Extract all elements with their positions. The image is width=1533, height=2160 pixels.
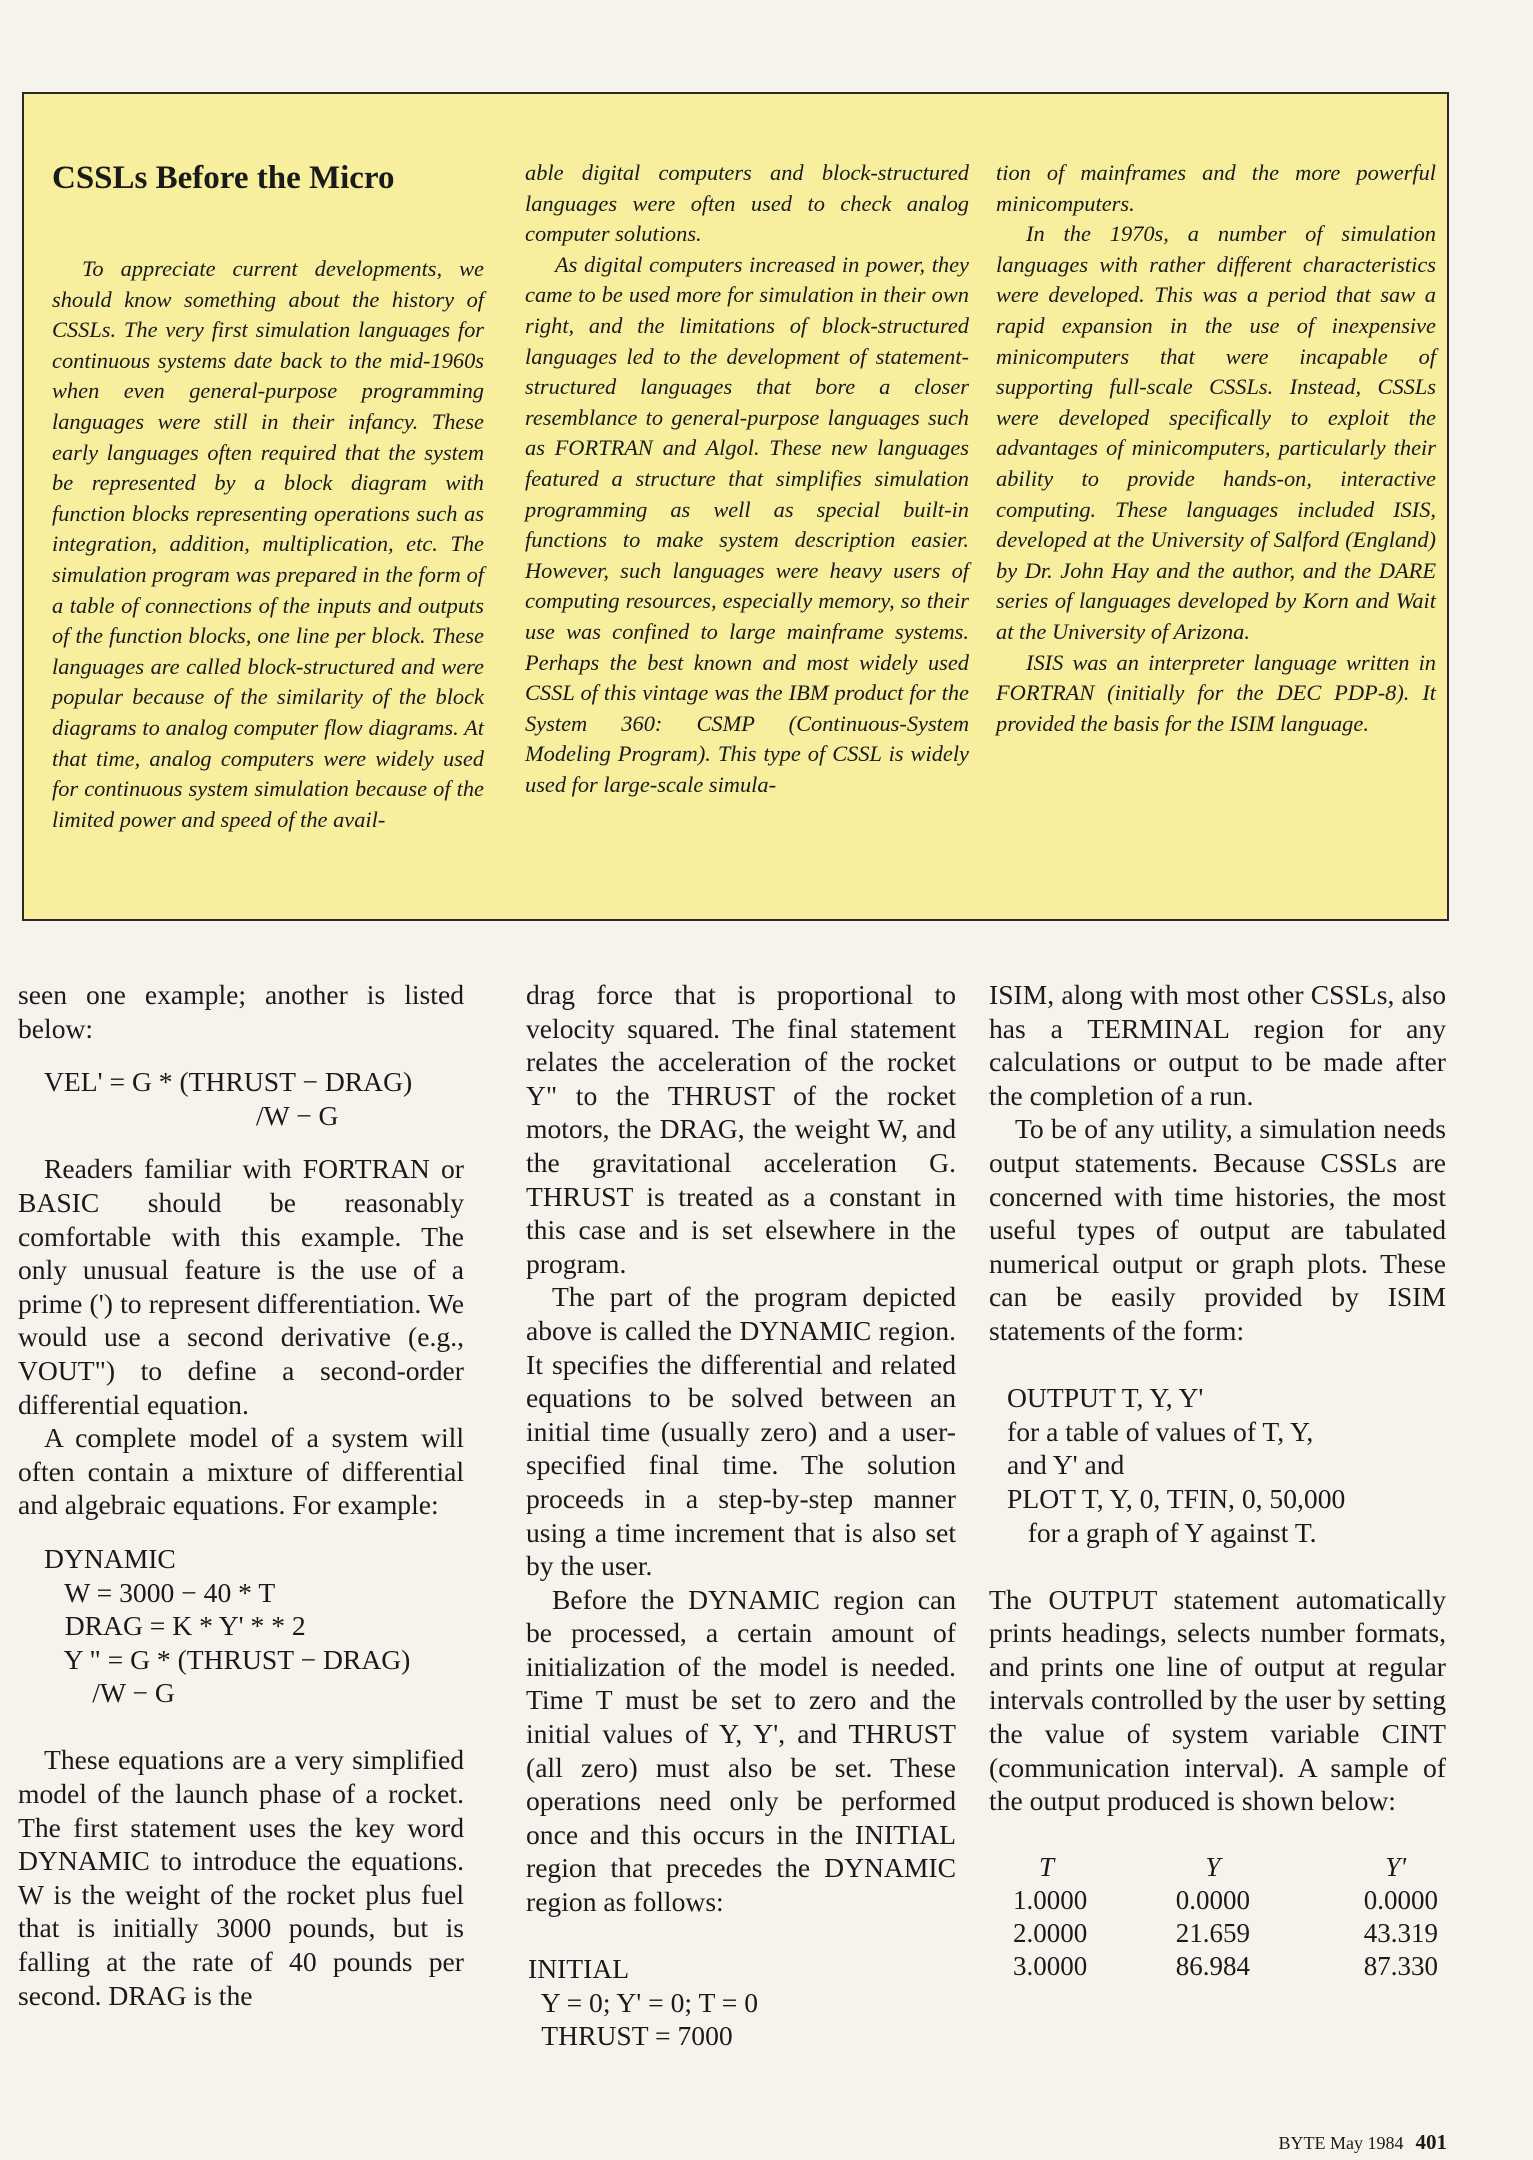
- code-line: for a table of values of T, Y,: [1007, 1415, 1314, 1447]
- article-column-2: [526, 978, 956, 2053]
- table-cell: 0.0000: [1363, 1885, 1438, 1916]
- sidebar-box: [22, 92, 1449, 921]
- table-cell: 86.984: [1175, 1951, 1251, 1982]
- article-column-1: [18, 978, 464, 2012]
- table-header: Y: [1205, 1852, 1221, 1883]
- sidebar-column-3: [996, 158, 1436, 739]
- table-row: [989, 1884, 1446, 1917]
- code-line: and Y' and: [1007, 1449, 1125, 1481]
- body-paragraph: seen one example; another is listed below:: [18, 979, 464, 1044]
- sidebar-paragraph: able digital computers and block-structured languages were often used to check analog computer solutions.: [525, 160, 969, 247]
- table-cell: 0.0000: [1175, 1885, 1251, 1916]
- code-block-output: [989, 1381, 1446, 1549]
- article-column-3: [989, 978, 1446, 1983]
- body-paragraph: ISIM, along with most other CSSLs, also has a TERMINAL region for any calculations or output to be made after the completion of a run.: [989, 979, 1446, 1111]
- body-paragraph: drag force that is proportional to velocity squared. The final statement relates the acceleration of the rocket Y" to the THRUST of the rocket motors, the DRAG, the weight W, and the gravitational acceleration G. THRUST is treated as a constant in this case and is set elsewhere in the program.: [526, 979, 956, 1279]
- table-header-row: [989, 1851, 1446, 1884]
- sidebar-column-2: [525, 158, 969, 800]
- code-block-dynamic: [18, 1542, 464, 1710]
- code-line: W = 3000 − 40 * T: [44, 1576, 276, 1608]
- body-paragraph: Before the DYNAMIC region can be processed, a certain amount of initialization of the model is needed. Time T must be set to zero and the initial values of Y, Y', and THRUST (all zero) must also be set. These operations need only be performed once and this occurs in the INITIAL region that precedes the DYNAMIC region as follows:: [526, 1583, 956, 1918]
- table-cell: 3.0000: [1013, 1951, 1088, 1982]
- code-block-vel: [18, 1065, 464, 1132]
- code-line: OUTPUT T, Y, Y': [1007, 1382, 1204, 1414]
- body-paragraph: To be of any utility, a simulation needs output statements. Because CSSLs are concerned with time histories, the most useful types of output are tabulated numerical output or graph plots. These can be easily provided by ISIM statements of the form:: [989, 1113, 1446, 1346]
- table-row: [989, 1917, 1446, 1950]
- code-line: /W − G: [187, 1099, 339, 1131]
- table-cell: 87.330: [1363, 1951, 1438, 1982]
- sidebar-paragraph: tion of mainframes and the more powerful minicomputers.: [996, 160, 1436, 216]
- table-row: [989, 1950, 1446, 1983]
- code-line: INITIAL: [528, 1953, 630, 1985]
- page-footer: [1279, 2130, 1448, 2155]
- table-header: T: [1039, 1852, 1055, 1883]
- sidebar-column-1: [52, 254, 484, 835]
- sidebar-paragraph: As digital computers increased in power, they came to be used more for simulation in their own right, and the limitations of block-structured languages led to the development of statement-structured languages that bore a closer resemblance to general-purpose languages such as FORTRAN and Algol. These new languages featured a structure that simplifies simulation programming as well as special built-in functions to make system description easier. However, such languages were heavy users of computing resources, especially memory, so their use was confined to large mainframe systems. Perhaps the best known and most widely used CSSL of this vintage was the IBM product for the System 360: CSMP (Continuous-System Modeling Program). This type of CSSL is widely used for large-scale simula-: [525, 251, 969, 797]
- code-line: VEL' = G * (THRUST − DRAG): [44, 1066, 413, 1098]
- code-line: DRAG = K * Y' * * 2: [44, 1610, 306, 1642]
- code-line: for a graph of Y against T.: [1007, 1516, 1317, 1548]
- table-header: Y': [1385, 1852, 1406, 1883]
- code-line: /W − G: [44, 1677, 175, 1709]
- body-paragraph: The part of the program depicted above is called the DYNAMIC region. It specifies the differential and related equations to be solved between an initial time (usually zero) and a user-specified final time. The solution proceeds in a step-by-step manner using a time increment that is also set by the user.: [526, 1281, 956, 1582]
- code-line: THRUST = 7000: [528, 2020, 733, 2052]
- output-table: [989, 1851, 1446, 1983]
- sidebar-paragraph: ISIS was an interpreter language written in FORTRAN (initially for the DEC PDP-8). It provided the basis for the ISIM language.: [996, 649, 1436, 736]
- code-block-initial: [526, 1952, 956, 2053]
- body-paragraph: The OUTPUT statement automatically prints headings, selects number formats, and prints one line of output at regular intervals controlled by the user by setting the value of system variable CINT (communication interval). A sample of the output produced is shown below:: [989, 1583, 1446, 1817]
- table-cell: 21.659: [1175, 1918, 1251, 1949]
- sidebar-title: CSSLs Before the Micro: [52, 160, 395, 196]
- code-line: DYNAMIC: [44, 1542, 176, 1574]
- body-paragraph: These equations are a very simplified model of the launch phase of a rocket. The first statement uses the key word DYNAMIC to introduce the equations. W is the weight of the rocket plus fuel that is initially 3000 pounds, but is falling at the rate of 40 pounds per second. DRAG is the: [18, 1744, 464, 2011]
- body-paragraph: Readers familiar with FORTRAN or BASIC should be reasonably comfortable with this example. The only unusual feature is the use of a prime (') to represent differentiation. We would use a second derivative (e.g., VOUT") to define a second-order differential equation.: [18, 1153, 464, 1420]
- code-line: Y " = G * (THRUST − DRAG): [44, 1643, 411, 1675]
- table-cell: 1.0000: [1013, 1885, 1088, 1916]
- table-cell: 43.319: [1363, 1918, 1438, 1949]
- page-number: 401: [1415, 2130, 1447, 2154]
- magazine-issue: BYTE May 1984: [1278, 2133, 1404, 2153]
- code-line: Y = 0; Y' = 0; T = 0: [528, 1986, 759, 2018]
- sidebar-paragraph: In the 1970s, a number of simulation languages with rather different characteristics were developed. This was a period that saw a rapid expansion in the use of inexpensive minicomputers that were incapable of supporting full-scale CSSLs. Instead, CSSLs were developed specifically to exploit the advantages of minicomputers, particularly their ability to provide hands-on, interactive computing. These languages included ISIS, developed at the University of Salford (England) by Dr. John Hay and the author, and the DARE series of languages developed by Korn and Wait at the University of Arizona.: [996, 221, 1436, 644]
- body-paragraph: A complete model of a system will often contain a mixture of differential and algebraic equations. For example:: [18, 1422, 464, 1521]
- sidebar-paragraph: To appreciate current developments, we should know something about the history of CSSLs. The very first simulation languages for continuous systems date back to the mid-1960s when even general-purpose programming languages were still in their infancy. These early languages often required that the system be represented by a block diagram with function blocks representing operations such as integration, addition, multiplication, etc. The simulation program was prepared in the form of a table of connections of the inputs and outputs of the function blocks, one line per block. These languages are called block-structured and were popular because of the similarity of the block diagrams to analog computer flow diagrams. At that time, analog computers were widely used for continuous system simulation because of the limited power and speed of the avail-: [52, 256, 484, 832]
- table-cell: 2.0000: [1013, 1918, 1088, 1949]
- code-line: PLOT T, Y, 0, TFIN, 0, 50,000: [1007, 1482, 1346, 1514]
